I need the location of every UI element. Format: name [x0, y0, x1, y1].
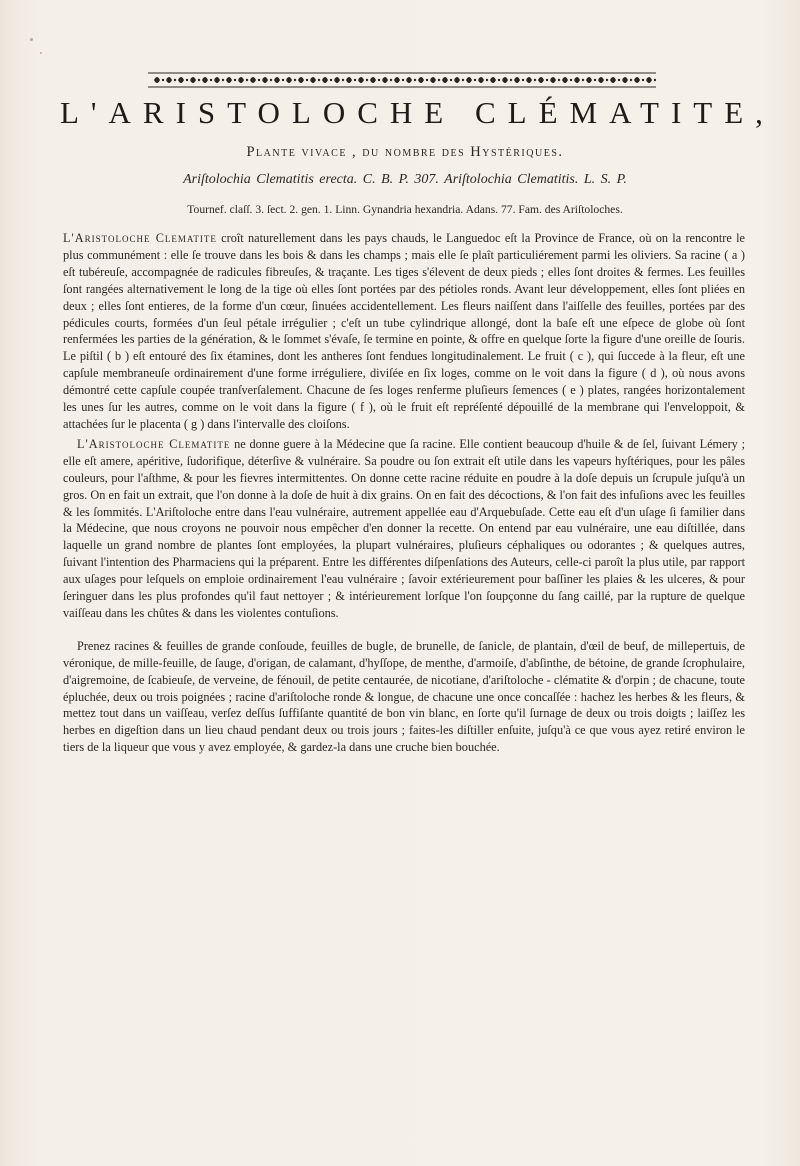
paragraph-recipe: [63, 638, 745, 756]
ornament-motif: [514, 77, 520, 83]
ornament-motif: [178, 77, 184, 83]
ornament-motif: [382, 77, 388, 83]
ornament-dot: [282, 79, 284, 81]
ornament-motif: [262, 77, 268, 83]
ornament-dot: [198, 79, 200, 81]
ornament-motif: [166, 77, 172, 83]
ornament-motif: [502, 77, 508, 83]
ornament-motif: [286, 77, 292, 83]
ornament-dot: [330, 79, 332, 81]
ornamental-border: [148, 72, 656, 88]
ornament-dot: [546, 79, 548, 81]
paper-speck: [40, 52, 42, 54]
ornament-dot: [522, 79, 524, 81]
ornament-motif: [634, 77, 640, 83]
ornament-dot: [486, 79, 488, 81]
ornament-motif: [550, 77, 556, 83]
ornament-dot: [186, 79, 188, 81]
paragraph-text: ne donne guere à la Médecine que ſa racine. Elle contient beaucoup d'huile & de ſel, ſuivant Lémery ; elle eſt amere, apéritive, ſudorifique, déterſive & vulnéraire. Sa poudre ou ſon extrait eſt utile dans les vapeurs hyſtériques, pour les pâles couleurs, pour l'aſthme, & pour les fievres intermittentes. On donne cette racine réduite en poudre à la doſe depuis un ſcrupule juſqu'à un gros. On en fait un extrait, que l'on donne à la doſe de huit à dix grains. On en fait des décoctions, & l'on fait des infuſions avec les feuilles & les ſommités. L'Ariſtoloche entre dans l'eau vulnéraire, autrement appellée eau d'Arquebuſade. Cette eau eſt d'un uſage ſi familier dans la Médecine, que nous croyons ne pouvoir nous empêcher d'en donner la recette. On entend par eau vulnéraire, une eau diſtillée, dans laquelle un grand nombre de plantes ſont employées, la plupart vulnéraires, pluſieurs céphaliques ou odorantes ; & quelques autres, ſuivant l'intention des Pharmaciens qui la préparent. Entre les différentes diſpenſations des Auteurs, celle-ci paroît la plus utile, par rapport aux uſages pour leſquels on emploie ordinairement l'eau vulnéraire ; ſavoir extérieurement pour baſſiner les plaies & les ulceres, & pour ſeringuer dans les plus profondes qu'il faut nettoyer ; & intérieurement lorſque l'on ſoupçonne du ſang caillé, par la rupture de quelque vaiſſeau dans les chûtes & dans les violentes contuſions.: [63, 436, 745, 620]
ornament-motif: [394, 77, 400, 83]
ornament-motif: [466, 77, 472, 83]
ornament-dot: [630, 79, 632, 81]
ornament-dot: [318, 79, 320, 81]
ornament-dot: [174, 79, 176, 81]
ornament-motif: [346, 77, 352, 83]
ornament-dot: [342, 79, 344, 81]
ornament-dot: [570, 79, 572, 81]
ornament-dot: [510, 79, 512, 81]
ornament-dot: [426, 79, 428, 81]
ornament-dot: [534, 79, 536, 81]
ornament-motif: [154, 77, 160, 83]
paragraph-text: croît naturellement dans les pays chauds, le Languedoc eſt la Province de France, où on la rencontre le plus communément : elle ſe trouve dans les bois & dans les champs ; mais elle ſe plaît particuliérement parmi les oliviers. Sa racine ( a ) eſt tubéreuſe, accompagnée de radicules fibreuſes, & traçante. Les tiges s'élevent de deux pieds ; elles ſont droites & fermes. Les feuilles ſont rangées alternativement le long de la tige où elles ſont portées par des pétioles ronds. Avant leur développement, elles ſont pliées en deux ; elles ſont entieres, de la forme d'un cœur, ſinuées accidentellement. Les fleurs naiſſent dans l'aiſſelle des feuilles, portées par des pédicules courts, formées d'un ſeul pétale irrégulier ; c'eſt un tube cylindrique allongé, dont la baſe eſt une eſpece de globe où ſont renfermées les parties de la génération, & le ſommet s'évaſe, ſe termine en pointe, & offre en quelque ſorte la figure d'une oreille de ſouris. Le piſtil ( b ) eſt entouré des ſix étamines, dont les antheres ſont fendues longitudinalement. Le fruit ( c ), qui ſuccede à la fleur, eſt une capſule membraneuſe ordinairement d'une forme irréguliere, diviſée en ſix loges, comme on le voit dans la figure ( d ), où nous avons démontré cette capſule coupée tranſverſalement. Chacune de ſes loges renferme pluſieurs ſemences ( e ) plates, rangées horizontalement les unes ſur les autres, comme on le voit dans la figure ( f ), où le fruit eſt repréſenté dépouillé de la membrane qui l'enveloppoit, & attachées ſur le placenta ( g ) dans l'intervalle des cloiſons.: [63, 231, 745, 431]
subtitle: Plante vivace , du nombre des Hystériques.: [246, 144, 564, 160]
ornament-motif: [190, 77, 196, 83]
ornament-motif: [370, 77, 376, 83]
ornament-motif: [562, 77, 568, 83]
botanical-synonyms: Ariſtolochia Clematitis erecta. C. B. P. 307. Ariſtolochia Clematitis. L. S. P.: [183, 172, 627, 187]
ornament-motif: [418, 77, 424, 83]
ornament-dot: [618, 79, 620, 81]
ornament-motif: [214, 77, 220, 83]
paragraph-medicine: [63, 436, 745, 622]
ornament-dot: [210, 79, 212, 81]
paper-speck: [30, 38, 33, 41]
paragraph-description: [63, 230, 745, 433]
ornament-dot: [366, 79, 368, 81]
ornament-dot: [306, 79, 308, 81]
ornament-dot: [246, 79, 248, 81]
ornament-motif: [574, 77, 580, 83]
ornament-motif: [322, 77, 328, 83]
ornament-motif: [406, 77, 412, 83]
ornament-dot: [390, 79, 392, 81]
page-title: L'ARISTOLOCHE CLÉMATITE,: [60, 95, 775, 130]
ornament-dot: [498, 79, 500, 81]
ornament-dot: [474, 79, 476, 81]
ornament-dot: [450, 79, 452, 81]
ornament-motif: [622, 77, 628, 83]
paragraph-text: Prenez racines & feuilles de grande conſoude, feuilles de bugle, de brunelle, de ſanicle, de plantain, d'œil de beuf, de millepertuis, de véronique, de mille-feuille, de ſauge, d'origan, de calamant, d'hyſſope, de menthe, d'armoiſe, d'abſinthe, de bétoine, de grande ſcrophulaire, d'aigremoine, de ſcabieuſe, de verveine, de fénouil, de petite centaurée, de nicotiane, d'ariſtoloche - clématite & d'orpin ; de chacune, toute épluchée, deux ou trois poignées ; racine d'ariſtoloche ronde & longue, de chacune une once concaſſée : hachez les herbes & les fleurs, & mettez tout dans un vaiſſeau, verſez deſſus ſuffiſante quantité de bon vin blanc, en ſorte qu'il ſurnage de deux ou trois doigts ; laiſſez les herbes en digeſtion dans un lieu chaud pendant deux ou trois jours ; faites-les diſtiller enſuite, juſqu'à ce que vous ayez retiré environ le tiers de la liqueur que vous y avez employée, & gardez-la dans une cruche bien bouchée.: [63, 638, 745, 755]
ornament-dot: [654, 79, 656, 81]
ornament-dot: [462, 79, 464, 81]
ornament-dot: [582, 79, 584, 81]
ornament-motif: [646, 77, 652, 83]
ornament-motif: [586, 77, 592, 83]
ornament-dot: [162, 79, 164, 81]
ornament-dot: [270, 79, 272, 81]
ornament-motif: [226, 77, 232, 83]
ornament-dot: [558, 79, 560, 81]
ornament-motif: [334, 77, 340, 83]
paragraph-lead: L'Aristoloche Clematite: [77, 436, 231, 451]
ornament-dot: [594, 79, 596, 81]
ornament-motif: [442, 77, 448, 83]
ornament-motif: [238, 77, 244, 83]
ornament-motif: [274, 77, 280, 83]
ornament-motif: [490, 77, 496, 83]
ornament-motif: [538, 77, 544, 83]
ornament-dot: [606, 79, 608, 81]
paragraph-lead: L'Aristoloche Clematite: [63, 231, 217, 245]
ornament-motif: [610, 77, 616, 83]
ornament-motif: [298, 77, 304, 83]
ornament-dot: [414, 79, 416, 81]
ornament-motif: [250, 77, 256, 83]
ornament-motif: [478, 77, 484, 83]
ornament-dot: [438, 79, 440, 81]
ornament-motif: [598, 77, 604, 83]
ornament-dot: [234, 79, 236, 81]
ornament-dot: [222, 79, 224, 81]
ornament-dot: [402, 79, 404, 81]
ornament-motif: [430, 77, 436, 83]
ornament-dot: [378, 79, 380, 81]
body-text: [63, 230, 745, 768]
ornament-motif: [454, 77, 460, 83]
ornament-dot: [642, 79, 644, 81]
ornament-dot: [294, 79, 296, 81]
ornament-dot: [354, 79, 356, 81]
ornament-motif: [310, 77, 316, 83]
ornament-dot: [258, 79, 260, 81]
classification-line: Tournef. claſſ. 3. ſect. 2. gen. 1. Linn. Gynandria hexandria. Adans. 77. Fam. des Ariſtoloches.: [187, 203, 623, 216]
ornament-motif: [358, 77, 364, 83]
ornament-motif: [526, 77, 532, 83]
ornament-motif: [202, 77, 208, 83]
